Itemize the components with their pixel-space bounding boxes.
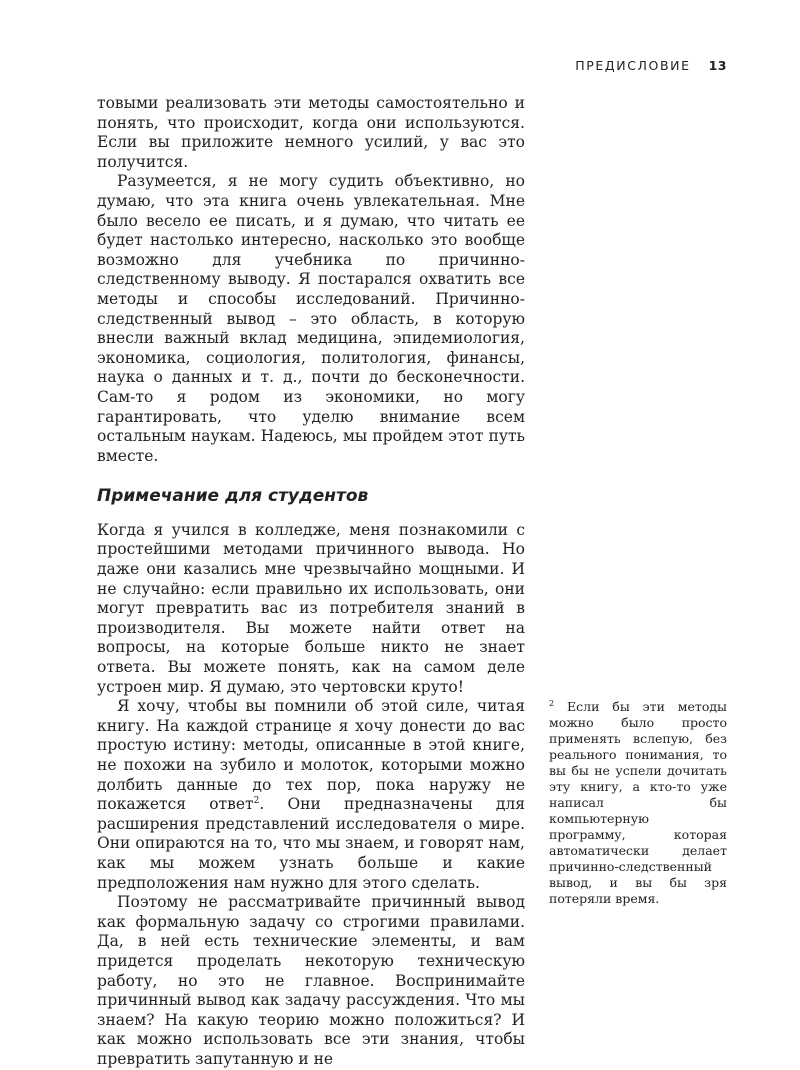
footnote <box>549 699 727 907</box>
footnote-ref: 2 <box>253 796 260 807</box>
paragraph-text: Я хочу, чтобы вы помнили об этой силе, читая книгу. На каждой странице я хочу донести до вас простую истину: методы, описанные в этой книге, не похожи на зубило и молоток, которыми можно долбить данные до тех пор, пока наружу не покажется ответ <box>97 697 525 814</box>
section-heading: Примечание для студентов <box>97 486 369 507</box>
running-header <box>575 58 727 73</box>
paragraph: Когда я учился в колледже, меня познакомили с простейшими методами причинного вывода. Но даже они казались мне чрезвычайно мощными. И не случайно: если правильно их использовать, они могут превратить вас из потребителя знаний в производителя. Вы можете найти ответ на вопросы, на которые больше никто не знает ответа. Вы можете понять, как на самом деле устроен мир. Я думаю, это чертовски круто! <box>97 520 525 696</box>
paragraph-continuation: товыми реализовать эти методы самостоятельно и понять, что происходит, когда они используются. Если вы приложите немного усилий, у вас это получится. <box>97 94 525 171</box>
paragraph-text: . Они предназначены для расширения представлений исследователя о мире. Они опираются на то, что мы знаем, и говорят нам, как мы можем узнать больше и какие предположения нам нужно для этого сделать. <box>97 795 525 892</box>
footnote-text: Если бы эти методы можно было просто применять вслепую, без реального понимания, то вы бы не успели дочитать эту книгу, а кто-то уже написал бы компьютерную программу, которая автоматически делает причинно-следственный вывод, и вы бы зря потеряли время. <box>549 699 727 906</box>
section-title: ПРЕДИСЛОВИЕ <box>575 58 691 73</box>
main-text <box>97 94 525 1070</box>
paragraph: Разумеется, я не могу судить объективно, но думаю, что эта книга очень увлекательная. Мне было весело ее писать, и я думаю, что читать ее будет настолько интересно, насколько это вообще возможно для учебника по причинно-следственному выводу. Я постарался охватить все методы и способы исследований. Причинно-следственный вывод – это область, в которую внесли важный вклад медицина, эпидемиология, экономика, социология, политология, финансы, наука о данных и т. д., почти до бесконечности. Сам-то я родом из экономики, но могу гарантировать, что уделю внимание всем остальным наукам. Надеюсь, мы пройдем этот путь вместе. <box>97 172 525 465</box>
paragraph: Поэтому не рассматривайте причинный вывод как формальную задачу со строгими правилами. Да, в ней есть технические элементы, и вам придется проделать некоторую техническую работу, но это не главное. Воспринимайте причинный вывод как задачу рассуждения. Что мы знаем? На какую теорию можно положиться? И как можно использовать все эти знания, чтобы превратить запутанную и не <box>97 893 525 1068</box>
paragraph-with-footnote <box>97 697 525 893</box>
page-number: 13 <box>708 58 727 73</box>
footnote-marker: 2 <box>549 698 555 708</box>
